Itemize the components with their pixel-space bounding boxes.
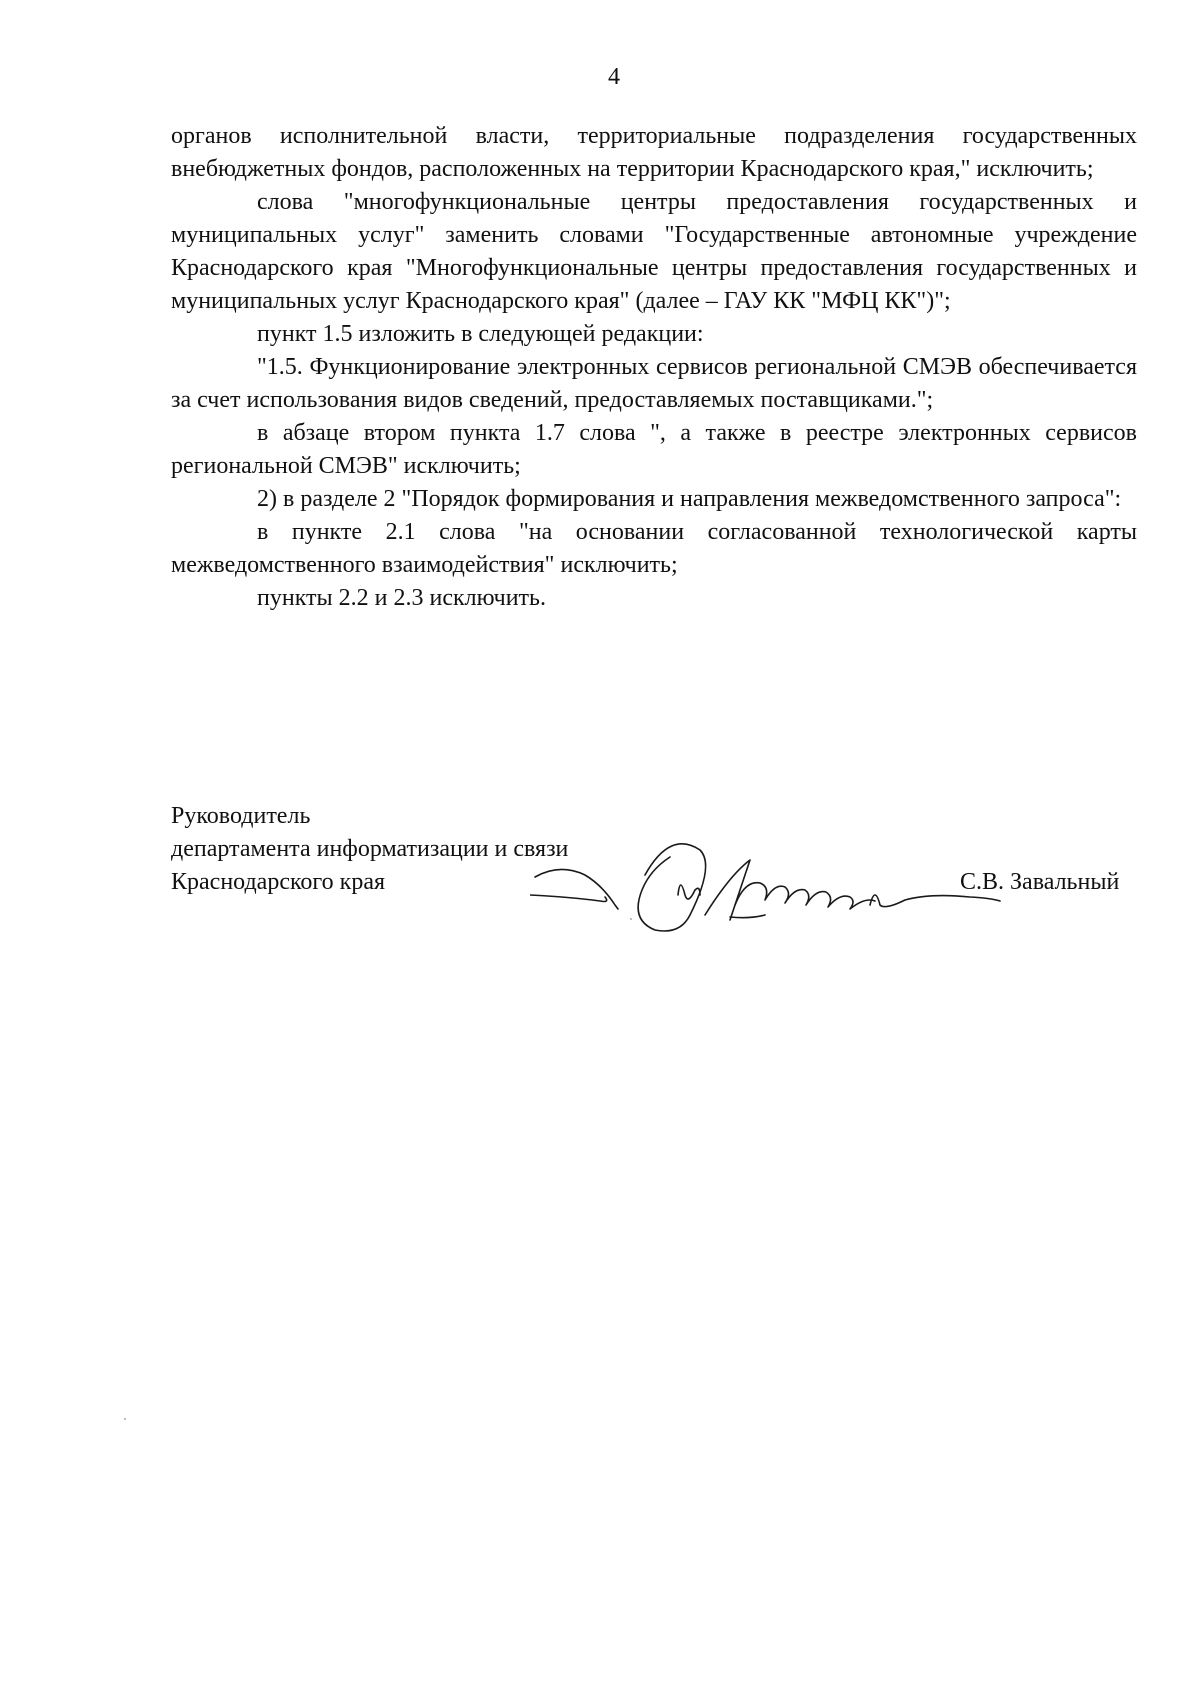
signatory-title-line-1: Руководитель xyxy=(171,803,311,829)
paragraph-2: слова "многофункциональные центры предоставления государственных и муниципальных услуг" заменить словами "Государственные автономные учреждение Краснодарского края "Многофункциональные центры предоставления государственных и муниципальных услуг Краснодарского края" (далее – ГАУ КК "МФЦ КК")"; xyxy=(171,189,1137,314)
signatory-title xyxy=(171,800,568,899)
paragraph-5: в абзаце втором пункта 1.7 слова ", а также в реестре электронных сервисов региональной СМЭВ" исключить; xyxy=(171,420,1137,479)
signatory-title-line-2: департамента информатизации и связи xyxy=(171,836,569,862)
scan-speck xyxy=(124,1418,126,1420)
paragraph-4: "1.5. Функционирование электронных сервисов региональной СМЭВ обеспечивается за счет использования видов сведений, предоставляемых поставщиками."; xyxy=(171,354,1137,413)
paragraph-1: органов исполнительной власти, территориальные подразделения государственных внебюджетных фондов, расположенных на территории Краснодарского края," исключить; xyxy=(171,123,1137,182)
paragraph-3: пункт 1.5 изложить в следующей редакции: xyxy=(257,321,704,347)
document-body xyxy=(171,120,1137,615)
signatory-title-line-3: Краснодарского края xyxy=(171,869,386,895)
paragraph-6: 2) в разделе 2 "Порядок формирования и направления межведомственного запроса": xyxy=(257,486,1122,512)
signatory-name: С.В. Завальный xyxy=(960,869,1120,895)
scan-speck xyxy=(630,918,632,920)
handwritten-signature xyxy=(530,835,1050,965)
page-number: 4 xyxy=(608,64,620,90)
paragraph-8: пункты 2.2 и 2.3 исключить. xyxy=(257,585,546,611)
paragraph-7: в пункте 2.1 слова "на основании согласованной технологической карты межведомственного взаимодействия" исключить; xyxy=(171,519,1137,578)
